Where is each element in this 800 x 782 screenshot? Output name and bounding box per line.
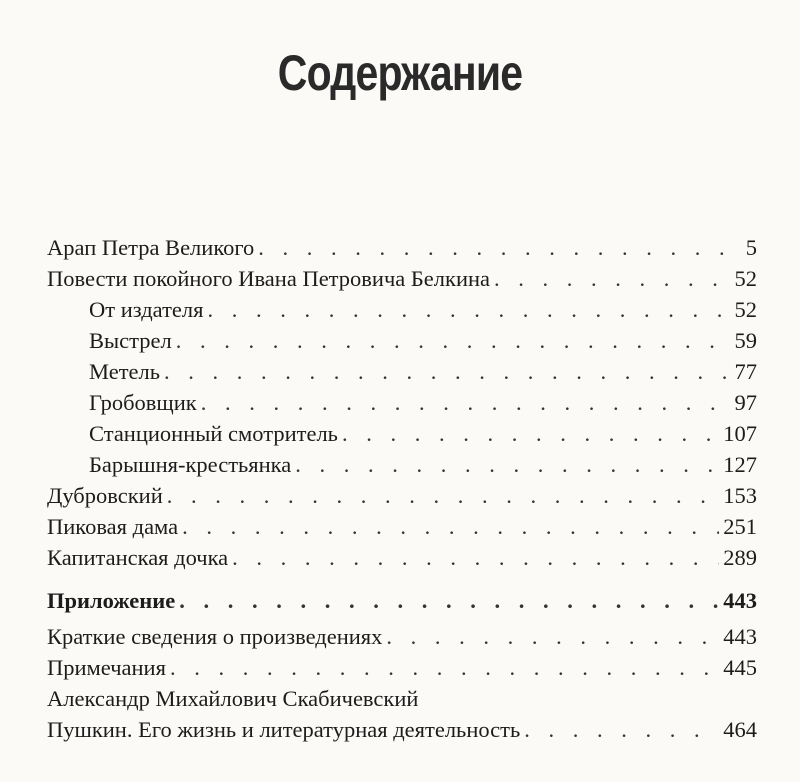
- toc-entry-page: 464: [723, 717, 757, 742]
- toc-entry: [47, 511, 757, 542]
- toc-entry-page: 443: [723, 588, 757, 613]
- toc-entry-page: 52: [734, 266, 757, 291]
- dot-leader: [494, 263, 730, 294]
- dot-leader: [386, 621, 719, 652]
- toc-entry-page: 251: [723, 514, 757, 539]
- dot-leader: [182, 511, 719, 542]
- dot-leader: [524, 714, 719, 745]
- toc-entry-page: 107: [723, 421, 757, 446]
- toc-entry-title: Гробовщик: [89, 390, 197, 415]
- toc-entry-page: 59: [734, 328, 757, 353]
- toc-entry: [47, 232, 757, 263]
- toc-subentry: [47, 387, 757, 418]
- toc-entry-title: Краткие сведения о произведениях: [47, 624, 383, 649]
- toc-entry-page: 5: [745, 235, 757, 260]
- toc-entry-page: 52: [734, 297, 757, 322]
- dot-leader: [167, 480, 720, 511]
- toc-entry-title: Пушкин. Его жизнь и литературная деятельность: [47, 717, 521, 742]
- toc-subentry: [47, 418, 757, 449]
- dot-leader: [342, 418, 719, 449]
- toc-entry-page: 127: [723, 452, 757, 477]
- toc-entry-page: 443: [723, 624, 757, 649]
- toc-subentry: [47, 294, 757, 325]
- dot-leader: [258, 232, 741, 263]
- toc-entry-title: Арап Петра Великого: [47, 235, 255, 260]
- toc-entry-title: Примечания: [47, 655, 166, 680]
- toc-subentry: [47, 449, 757, 480]
- dot-leader: [164, 356, 730, 387]
- toc-entry-page: 153: [723, 483, 757, 508]
- toc-subentry: [47, 356, 757, 387]
- dot-leader: [176, 325, 731, 356]
- toc-entry-title: Александр Михайлович Скабичевский: [47, 686, 419, 711]
- toc-entry: [47, 714, 757, 745]
- toc-entry: [47, 263, 757, 294]
- dot-leader: [295, 449, 719, 480]
- dot-leader: [201, 387, 731, 418]
- toc-entry-title: Дубровский: [47, 483, 163, 508]
- toc-entry-title: Пиковая дама: [47, 514, 179, 539]
- toc-entry-title: От издателя: [89, 297, 204, 322]
- toc-entry: [47, 652, 757, 683]
- dot-leader: [232, 542, 719, 573]
- toc-entry-author: [47, 683, 757, 714]
- dot-leader: [179, 585, 719, 616]
- toc-entry-title: Капитанская дочка: [47, 545, 229, 570]
- toc-entry-title: Барышня-крестьянка: [89, 452, 292, 477]
- toc-entry-title: Приложение: [47, 588, 176, 613]
- toc-entry: [47, 480, 757, 511]
- dot-leader: [207, 294, 730, 325]
- toc-entry-title: Выстрел: [89, 328, 172, 353]
- toc-entry-title: Станционный смотритель: [89, 421, 338, 446]
- toc-entry-page: 77: [734, 359, 757, 384]
- dot-leader: [170, 652, 719, 683]
- table-of-contents: [47, 232, 757, 745]
- toc-subentry: [47, 325, 757, 356]
- toc-entry-page: 445: [723, 655, 757, 680]
- page-title: Содержание: [277, 45, 523, 101]
- toc-entry-page: 289: [723, 545, 757, 570]
- toc-entry: [47, 621, 757, 652]
- toc-section-appendix: [47, 585, 757, 616]
- toc-entry: [47, 542, 757, 573]
- toc-entry-title: Повести покойного Ивана Петровича Белкина: [47, 266, 491, 291]
- toc-entry-page: 97: [734, 390, 757, 415]
- toc-entry-title: Метель: [89, 359, 161, 384]
